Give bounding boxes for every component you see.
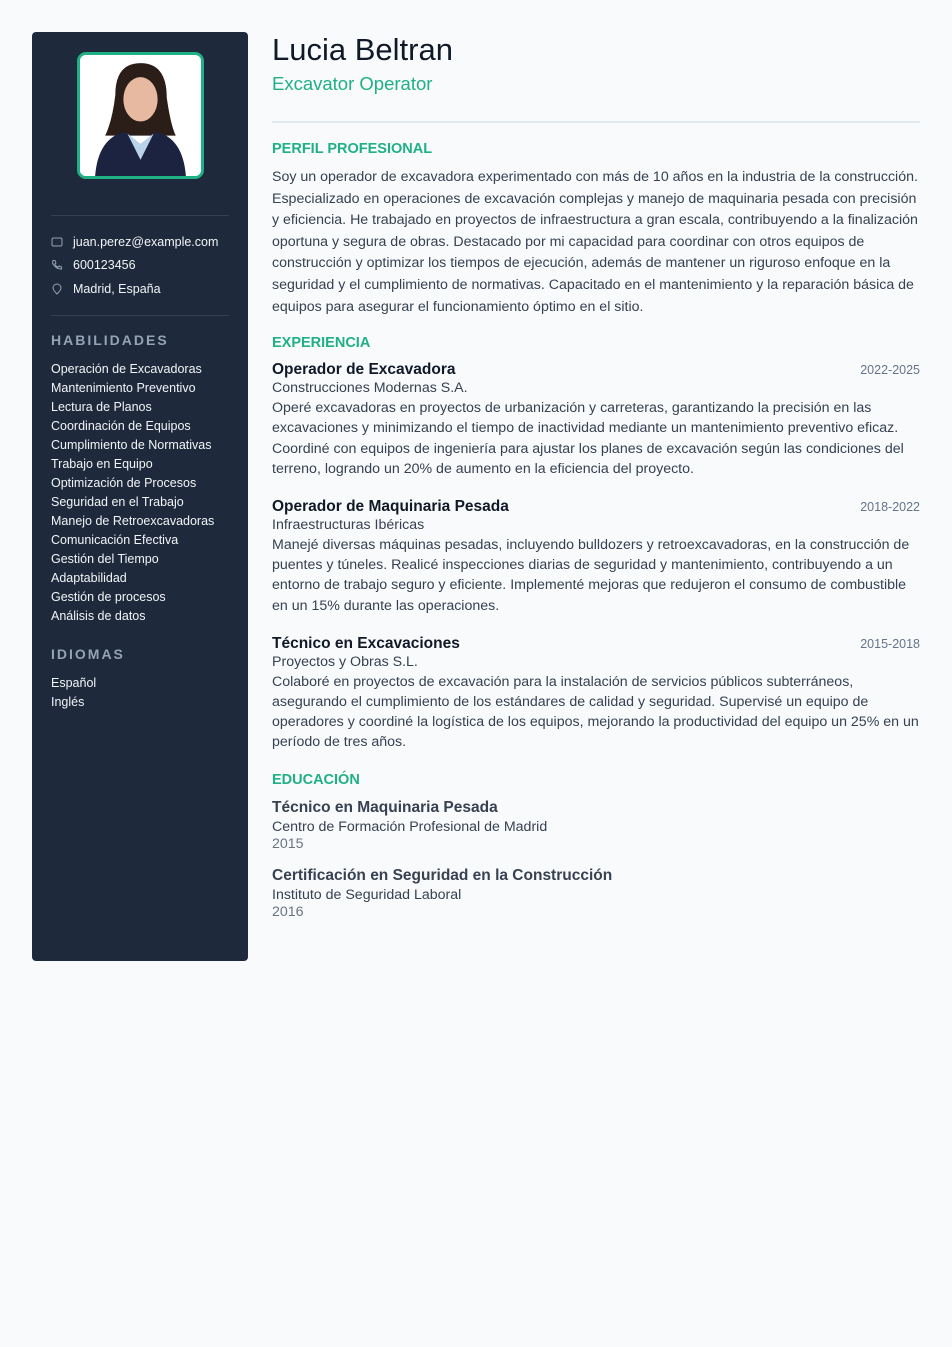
skill-item: Comunicación Efectiva (51, 532, 179, 547)
skill-item: Trabajo en Equipo (51, 456, 153, 471)
education-institution: Instituto de Seguridad Laboral (272, 886, 462, 903)
job-header (272, 361, 920, 379)
job-company: Construcciones Modernas S.A. (272, 380, 468, 397)
job-description: Operé excavadoras en proyectos de urbanización y carreteras, garantizando la precisión en las excavaciones y minimizando el tiempo de inactividad mediante un mantenimiento preventivo eficaz. Coordiné con equipos de ingeniería para ajustar los planes de excavación según las condiciones del terreno, logrando un 20% de aumento en la eficiencia del proyecto. (272, 400, 904, 477)
experience-heading: EXPERIENCIA (272, 335, 371, 352)
divider (51, 215, 229, 216)
job-entry (272, 498, 920, 616)
profile-photo (77, 52, 204, 179)
skill-item: Mantenimiento Preventivo (51, 380, 196, 395)
job-company: Infraestructuras Ibéricas (272, 516, 425, 533)
skill-item: Seguridad en el Trabajo (51, 494, 184, 509)
phone-icon (51, 259, 63, 271)
phone-text: 600123456 (73, 258, 136, 273)
skill-item: Gestión de procesos (51, 589, 166, 604)
education-list (272, 798, 920, 920)
contact-location (51, 277, 229, 301)
language-item: Inglés (51, 694, 85, 709)
job-title: Técnico en Excavaciones (272, 634, 460, 652)
job-header (272, 635, 920, 653)
skill-item: Gestión del Tiempo (51, 551, 159, 566)
education-heading: EDUCACIÓN (272, 771, 360, 788)
experience-list (272, 361, 920, 752)
languages-list (51, 674, 229, 712)
job-description: Colaboré en proyectos de excavación para la instalación de servicios públicos subterráneos, asegurando el cumplimiento de los estándares de calidad y seguridad. Supervisé un equipo de operadores y coordiné la logística de los equipos, mejorando la productividad del equipo un 25% en un período de tres años. (272, 673, 919, 751)
skill-item: Manejo de Retroexcavadoras (51, 513, 215, 528)
location-text: Madrid, España (73, 281, 161, 296)
skill-item: Coordinación de Equipos (51, 418, 191, 433)
job-entry (272, 635, 920, 753)
job-dates: 2018-2022 (860, 499, 920, 514)
education-title: Técnico en Maquinaria Pesada (272, 798, 498, 816)
contact-phone[interactable] (51, 254, 229, 278)
divider (51, 315, 229, 316)
skills-list (51, 360, 229, 626)
languages-heading: IDIOMAS (51, 645, 125, 662)
candidate-name: Lucia Beltran (272, 32, 453, 67)
skill-item: Adaptabilidad (51, 570, 127, 585)
skills-heading: HABILIDADES (51, 331, 169, 348)
education-entry (272, 866, 920, 920)
sidebar (32, 32, 248, 961)
job-title: Operador de Excavadora (272, 361, 456, 379)
main-content (272, 32, 920, 934)
education-year: 2015 (272, 835, 304, 852)
skill-item: Cumplimiento de Normativas (51, 437, 212, 452)
skill-item: Lectura de Planos (51, 399, 152, 414)
profile-text: Soy un operador de excavadora experimentado con más de 10 años en la industria de la construcción. Especializado en operaciones de excavación complejas y manejo de maquinaria pesada con precisión y eficiencia. He trabajado en proyectos de infraestructura a gran escala, contribuyendo a la finalización oportuna y segura de obras. Destacado por mi capacidad para coordinar con otros equipos de construcción y optimizar los tiempos de ejecución, además de mantener un riguroso enfoque en la seguridad y el cumplimiento de normativas. Capacitado en el mantenimiento y la reparación básica de equipos para asegurar el funcionamiento óptimo en el sitio. (272, 169, 918, 315)
mail-icon (51, 236, 63, 248)
education-title: Certificación en Seguridad en la Construcción (272, 866, 613, 884)
job-company: Proyectos y Obras S.L. (272, 653, 418, 670)
job-entry (272, 361, 920, 479)
profile-heading: PERFIL PROFESIONAL (272, 141, 433, 157)
job-description: Manejé diversas máquinas pesadas, incluyendo bulldozers y retroexcavadoras, en la construcción de puentes y túneles. Realicé inspecciones diarias de seguridad y mantenimiento, contribuyendo a un entorno de trabajo seguro y eficiente. Implementé mejoras que redujeron el consumo de combustible en un 15% durante las operaciones. (272, 536, 910, 614)
education-entry (272, 798, 920, 852)
education-year: 2016 (272, 903, 304, 920)
language-item: Español (51, 675, 97, 690)
job-dates: 2015-2018 (860, 636, 920, 651)
email-text: juan.perez@example.com (73, 234, 219, 249)
skill-item: Análisis de datos (51, 608, 146, 623)
education-institution: Centro de Formación Profesional de Madrid (272, 818, 548, 835)
contact-list (51, 230, 229, 301)
skill-item: Operación de Excavadoras (51, 361, 202, 376)
skill-item: Optimización de Procesos (51, 475, 197, 490)
location-pin-icon (51, 283, 63, 295)
header-divider (272, 121, 920, 123)
job-header (272, 498, 920, 516)
job-dates: 2022-2025 (860, 363, 920, 378)
candidate-title: Excavator Operator (272, 73, 433, 94)
contact-email[interactable] (51, 230, 229, 254)
job-title: Operador de Maquinaria Pesada (272, 497, 509, 515)
